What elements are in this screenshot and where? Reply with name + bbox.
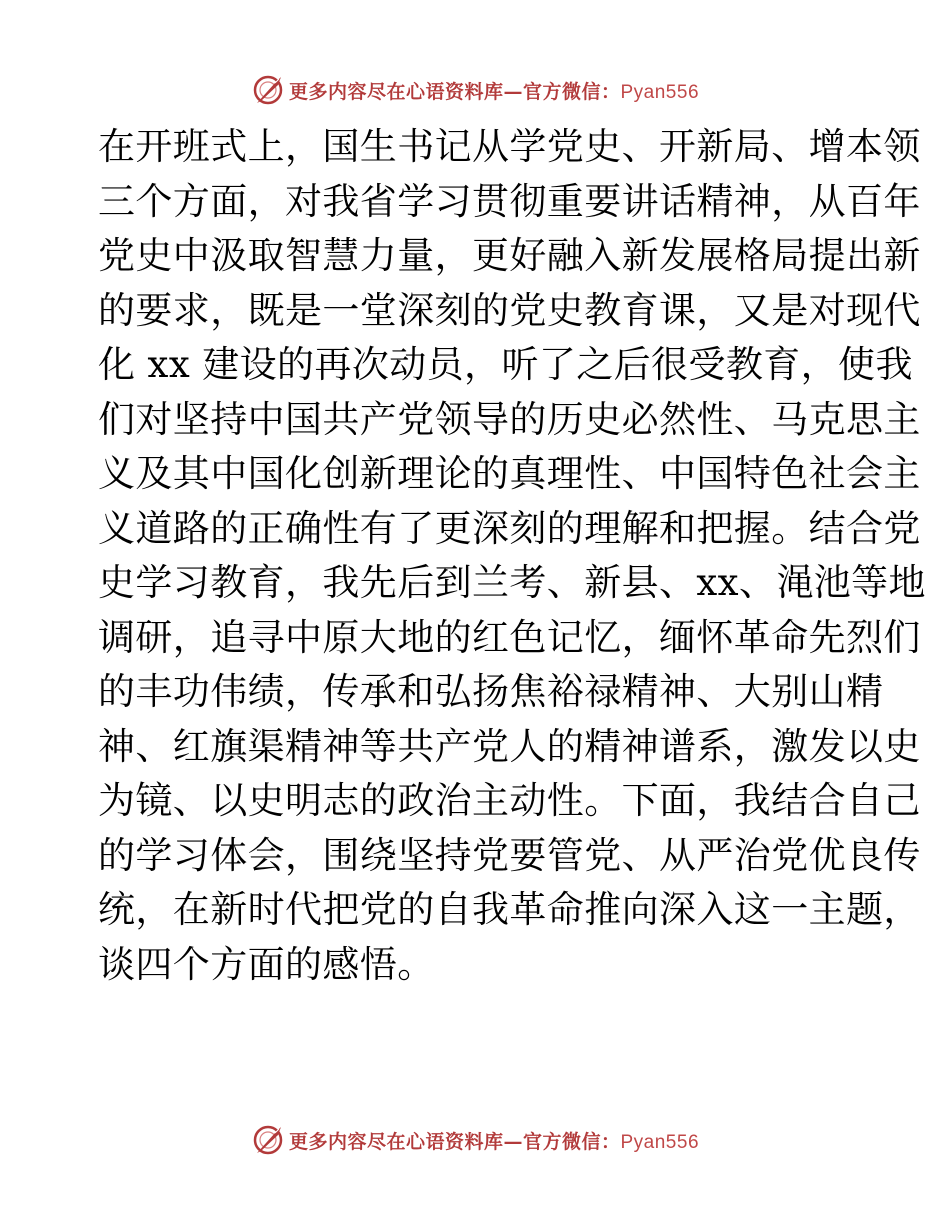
paragraph-line: 为镜、以史明志的政治主动性。下面，我结合自己 bbox=[98, 779, 921, 822]
quill-pen-logo-icon bbox=[251, 73, 285, 107]
document-body bbox=[98, 120, 926, 992]
paragraph-line: 史学习教育，我先后到兰考、新县、xx、渑池等地 bbox=[98, 561, 926, 604]
quill-pen-logo-icon bbox=[251, 1123, 285, 1157]
footer-banner-text: 更多内容尽在心语资料库—官方微信： bbox=[288, 1130, 621, 1153]
footer-banner-label bbox=[289, 1127, 699, 1154]
header-banner-text: 更多内容尽在心语资料库—官方微信： bbox=[288, 80, 621, 103]
paragraph-line: 的学习体会，围绕坚持党要管党、从严治党优良传 bbox=[98, 833, 921, 877]
paragraph-line: 谈四个方面的感悟。 bbox=[98, 942, 435, 986]
paragraph-line: 党史中汲取智慧力量，更好融入新发展格局提出新 bbox=[98, 234, 921, 277]
paragraph-line: 调研，追寻中原大地的红色记忆，缅怀革命先烈们 bbox=[98, 615, 921, 659]
header-banner bbox=[0, 70, 950, 110]
footer-banner bbox=[0, 1120, 950, 1160]
paragraph-line: 化 xx 建设的再次动员，听了之后很受教育，使我 bbox=[98, 343, 913, 386]
paragraph-line: 统，在新时代把党的自我革命推向深入这一主题， bbox=[98, 888, 921, 931]
paragraph-line: 神、红旗渠精神等共产党人的精神谱系，激发以史 bbox=[98, 724, 921, 768]
paragraph-line: 们对坚持中国共产党领导的历史必然性、马克思主 bbox=[98, 397, 921, 441]
footer-wechat-id: Pyan556 bbox=[620, 1131, 700, 1153]
paragraph-line: 在开班式上，国生书记从学党史、开新局、增本领 bbox=[98, 125, 921, 168]
paragraph-line: 三个方面，对我省学习贯彻重要讲话精神，从百年 bbox=[98, 179, 921, 223]
paragraph-line: 的要求，既是一堂深刻的党史教育课，又是对现代 bbox=[98, 288, 921, 332]
paragraph-line: 义道路的正确性有了更深刻的理解和把握。结合党 bbox=[98, 506, 921, 550]
header-wechat-id: Pyan556 bbox=[620, 81, 700, 103]
paragraph-line: 的丰功伟绩，传承和弘扬焦裕禄精神、大别山精 bbox=[98, 670, 884, 713]
header-banner-label bbox=[289, 77, 699, 104]
paragraph-line: 义及其中国化创新理论的真理性、中国特色社会主 bbox=[98, 452, 921, 495]
